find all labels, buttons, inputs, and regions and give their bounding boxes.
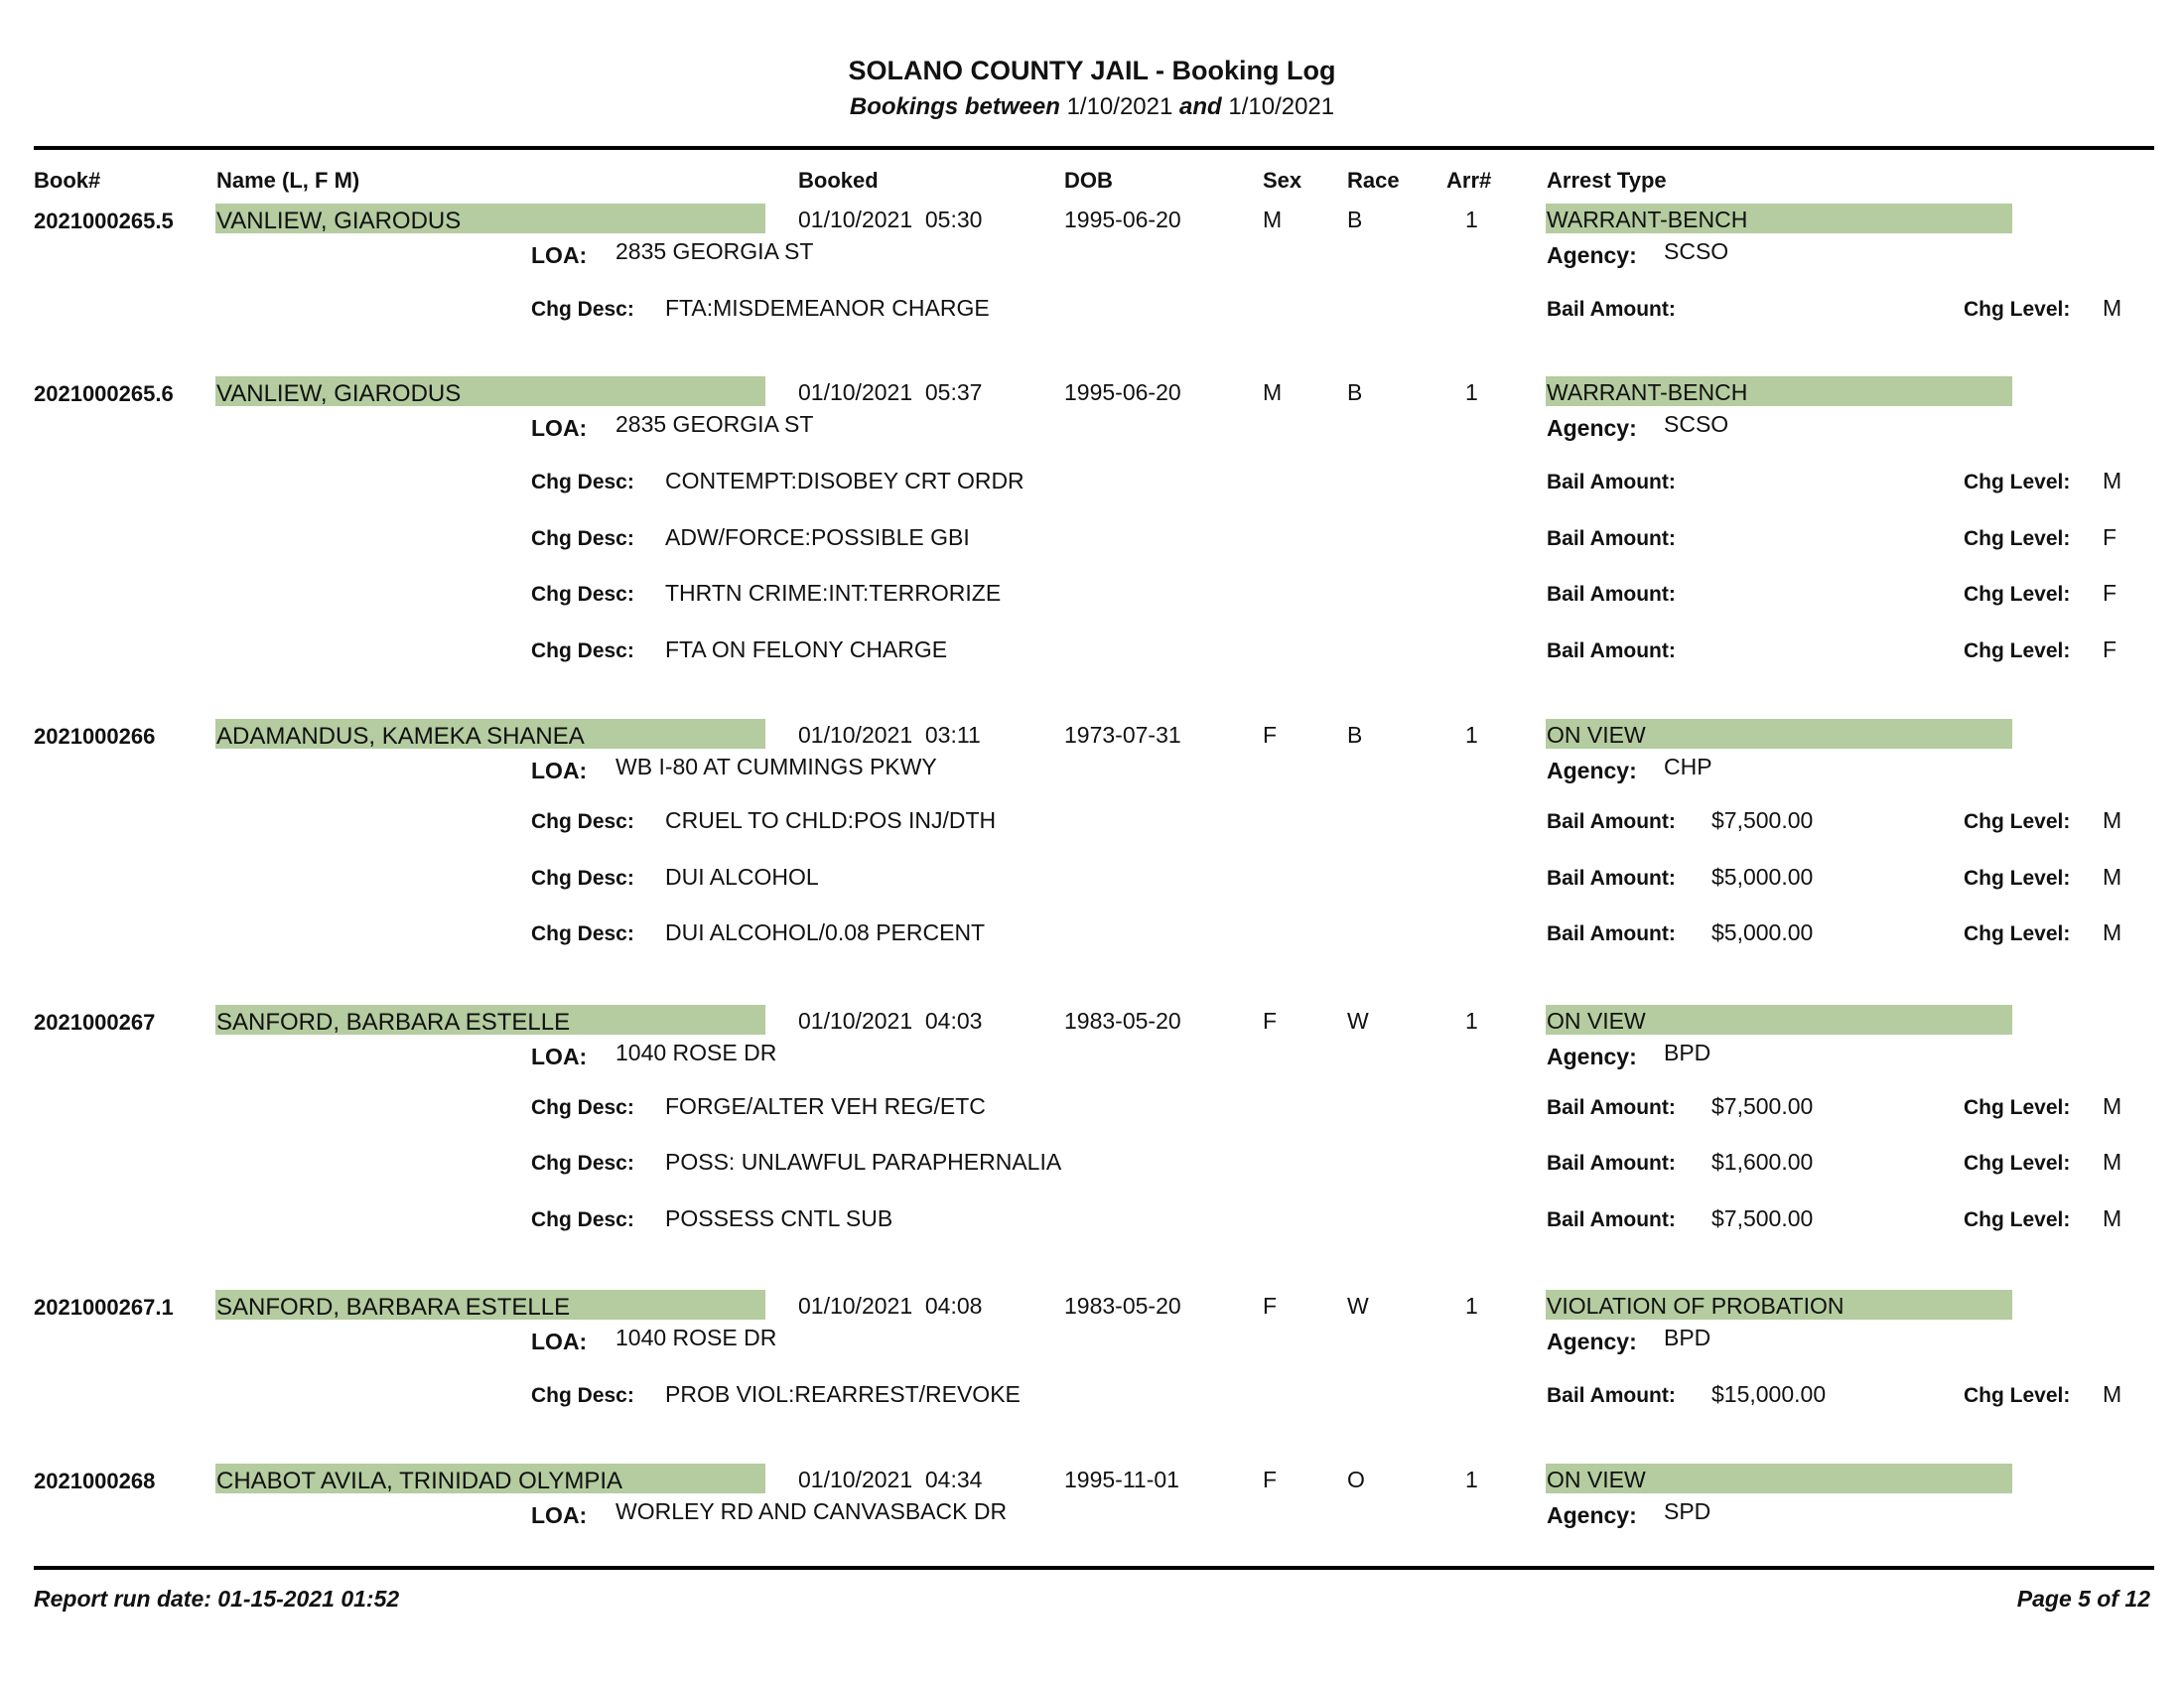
inmate-name: CHABOT AVILA, TRINIDAD OLYMPIA [216, 1468, 622, 1494]
col-header-arrest-type: Arrest Type [1547, 168, 1667, 193]
booked-datetime: 01/10/2021 03:11 [798, 722, 981, 748]
loa-label: LOA: [531, 1502, 588, 1528]
report-title: SOLANO COUNTY JAIL - Booking Log [848, 56, 1336, 85]
race: O [1347, 1467, 1365, 1492]
race: W [1347, 1008, 1369, 1034]
chg-desc-label: Chg Desc: [531, 1384, 634, 1407]
arrest-type: WARRANT-BENCH [1547, 207, 1748, 232]
date-to: 1/10/2021 [1228, 93, 1335, 120]
book-number: 2021000265.6 [34, 381, 174, 406]
agency-value: CHP [1664, 754, 1712, 779]
agency-value: SPD [1664, 1498, 1711, 1524]
charge-level: M [2103, 1093, 2122, 1119]
inmate-name: ADAMANDUS, KAMEKA SHANEA [216, 723, 585, 750]
chg-desc-label: Chg Desc: [531, 1096, 634, 1119]
bail-amount: $15,000.00 [1711, 1381, 1827, 1407]
booked-datetime: 01/10/2021 04:08 [798, 1293, 983, 1319]
inmate-name: VANLIEW, GIARODUS [216, 208, 462, 234]
chg-level-label: Chg Level: [1964, 922, 2071, 945]
arrest-type: ON VIEW [1547, 722, 1646, 748]
booked-datetime: 01/10/2021 05:37 [798, 379, 983, 405]
arrest-number: 1 [1465, 1467, 1478, 1492]
bail-amount-label: Bail Amount: [1547, 1384, 1676, 1407]
bail-amount-label: Bail Amount: [1547, 922, 1676, 945]
chg-level-label: Chg Level: [1964, 583, 2071, 606]
sex: F [1263, 1293, 1278, 1319]
charge-description: POSS: UNLAWFUL PARAPHERNALIA [665, 1149, 1062, 1175]
arrest-type: VIOLATION OF PROBATION [1547, 1293, 1844, 1319]
subtitle-and: and [1179, 93, 1222, 120]
loa-value: 2835 GEORGIA ST [615, 411, 814, 437]
report-run-date: Report run date: 01-15-2021 01:52 [34, 1586, 400, 1612]
charge-description: FORGE/ALTER VEH REG/ETC [665, 1093, 986, 1119]
dob: 1983-05-20 [1064, 1008, 1181, 1034]
charge-description: CRUEL TO CHLD:POS INJ/DTH [665, 807, 997, 833]
bail-amount: $5,000.00 [1711, 919, 1814, 945]
agency-label: Agency: [1547, 758, 1637, 783]
charge-level: M [2103, 468, 2122, 493]
dob: 1995-06-20 [1064, 379, 1181, 405]
charge-level: M [2103, 295, 2122, 321]
charge-level: M [2103, 1205, 2122, 1231]
agency-value: SCSO [1664, 238, 1729, 264]
agency-value: SCSO [1664, 411, 1729, 437]
chg-desc-label: Chg Desc: [531, 867, 634, 890]
loa-value: WORLEY RD AND CANVASBACK DR [615, 1498, 1008, 1524]
report-subtitle [0, 93, 2184, 121]
page-number: Page 5 of 12 [2016, 1586, 2150, 1612]
agency-label: Agency: [1547, 1329, 1637, 1354]
arrest-type: ON VIEW [1547, 1467, 1646, 1492]
charge-description: POSSESS CNTL SUB [665, 1205, 893, 1231]
chg-desc-label: Chg Desc: [531, 1208, 634, 1231]
col-header-booked: Booked [798, 168, 879, 193]
bail-amount-label: Bail Amount: [1547, 471, 1676, 493]
sex: M [1263, 379, 1283, 405]
race: B [1347, 207, 1363, 232]
race: B [1347, 379, 1363, 405]
booked-datetime: 01/10/2021 04:03 [798, 1008, 983, 1034]
date-from: 1/10/2021 [1066, 93, 1173, 120]
col-header-sex: Sex [1263, 168, 1302, 193]
col-header-book: Book# [34, 168, 101, 193]
chg-level-label: Chg Level: [1964, 527, 2071, 550]
bail-amount-label: Bail Amount: [1547, 810, 1676, 833]
sex: F [1263, 722, 1278, 748]
loa-value: 2835 GEORGIA ST [615, 238, 814, 264]
charge-level: M [2103, 864, 2122, 890]
charge-level: F [2103, 524, 2117, 550]
bail-amount-label: Bail Amount: [1547, 867, 1676, 890]
loa-value: 1040 ROSE DR [615, 1325, 777, 1350]
sex: M [1263, 207, 1283, 232]
loa-label: LOA: [531, 1044, 588, 1069]
booked-datetime: 01/10/2021 04:34 [798, 1467, 983, 1492]
charge-description: CONTEMPT:DISOBEY CRT ORDR [665, 468, 1024, 493]
book-number: 2021000267.1 [34, 1295, 174, 1320]
dob: 1983-05-20 [1064, 1293, 1181, 1319]
loa-label: LOA: [531, 1329, 588, 1354]
charge-level: F [2103, 636, 2117, 662]
chg-desc-label: Chg Desc: [531, 471, 634, 493]
dob: 1995-11-01 [1064, 1467, 1179, 1492]
charge-level: M [2103, 1149, 2122, 1175]
arrest-number: 1 [1465, 207, 1478, 232]
charge-level: M [2103, 919, 2122, 945]
bail-amount: $7,500.00 [1711, 1093, 1814, 1119]
agency-label: Agency: [1547, 242, 1637, 268]
charge-description: THRTN CRIME:INT:TERRORIZE [665, 580, 1002, 606]
charge-description: DUI ALCOHOL [665, 864, 819, 890]
agency-value: BPD [1664, 1325, 1711, 1350]
chg-level-label: Chg Level: [1964, 1208, 2071, 1231]
chg-level-label: Chg Level: [1964, 639, 2071, 662]
chg-level-label: Chg Level: [1964, 1096, 2071, 1119]
chg-desc-label: Chg Desc: [531, 1152, 634, 1175]
charge-description: PROB VIOL:REARREST/REVOKE [665, 1381, 1021, 1407]
chg-level-label: Chg Level: [1964, 471, 2071, 493]
loa-value: 1040 ROSE DR [615, 1040, 777, 1065]
chg-desc-label: Chg Desc: [531, 527, 634, 550]
book-number: 2021000268 [34, 1469, 156, 1493]
chg-desc-label: Chg Desc: [531, 922, 634, 945]
charge-description: FTA ON FELONY CHARGE [665, 636, 948, 662]
agency-label: Agency: [1547, 415, 1637, 441]
charge-description: ADW/FORCE:POSSIBLE GBI [665, 524, 970, 550]
arrest-number: 1 [1465, 379, 1478, 405]
bail-amount: $5,000.00 [1711, 864, 1814, 890]
header-rule [34, 146, 2154, 150]
book-number: 2021000265.5 [34, 209, 174, 233]
charge-description: FTA:MISDEMEANOR CHARGE [665, 295, 990, 321]
chg-desc-label: Chg Desc: [531, 298, 634, 321]
col-header-name: Name (L, F M) [216, 168, 360, 193]
sex: F [1263, 1008, 1278, 1034]
bail-amount-label: Bail Amount: [1547, 1096, 1676, 1119]
col-header-dob: DOB [1064, 168, 1113, 193]
chg-level-label: Chg Level: [1964, 867, 2071, 890]
chg-desc-label: Chg Desc: [531, 639, 634, 662]
bail-amount-label: Bail Amount: [1547, 639, 1676, 662]
chg-level-label: Chg Level: [1964, 298, 2071, 321]
arrest-number: 1 [1465, 722, 1478, 748]
bail-amount-label: Bail Amount: [1547, 1152, 1676, 1175]
charge-level: M [2103, 1381, 2122, 1407]
chg-level-label: Chg Level: [1964, 810, 2071, 833]
book-number: 2021000266 [34, 724, 156, 749]
booked-datetime: 01/10/2021 05:30 [798, 207, 983, 232]
chg-desc-label: Chg Desc: [531, 583, 634, 606]
loa-value: WB I-80 AT CUMMINGS PKWY [615, 754, 937, 779]
dob: 1973-07-31 [1064, 722, 1181, 748]
book-number: 2021000267 [34, 1010, 156, 1035]
charge-level: M [2103, 807, 2122, 833]
loa-label: LOA: [531, 415, 588, 441]
footer-rule [34, 1566, 2154, 1570]
race: W [1347, 1293, 1369, 1319]
bail-amount: $7,500.00 [1711, 807, 1814, 833]
chg-level-label: Chg Level: [1964, 1384, 2071, 1407]
agency-label: Agency: [1547, 1502, 1637, 1528]
bail-amount: $1,600.00 [1711, 1149, 1814, 1175]
arrest-type: ON VIEW [1547, 1008, 1646, 1034]
agency-value: BPD [1664, 1040, 1711, 1065]
bail-amount-label: Bail Amount: [1547, 1208, 1676, 1231]
arrest-number: 1 [1465, 1293, 1478, 1319]
bail-amount-label: Bail Amount: [1547, 583, 1676, 606]
loa-label: LOA: [531, 758, 588, 783]
inmate-name: SANFORD, BARBARA ESTELLE [216, 1009, 571, 1036]
bail-amount: $7,500.00 [1711, 1205, 1814, 1231]
arrest-type: WARRANT-BENCH [1547, 379, 1748, 405]
charge-level: F [2103, 580, 2117, 606]
bail-amount-label: Bail Amount: [1547, 298, 1676, 321]
inmate-name: SANFORD, BARBARA ESTELLE [216, 1294, 571, 1321]
col-header-race: Race [1347, 168, 1400, 193]
chg-desc-label: Chg Desc: [531, 810, 634, 833]
bail-amount-label: Bail Amount: [1547, 527, 1676, 550]
agency-label: Agency: [1547, 1044, 1637, 1069]
chg-level-label: Chg Level: [1964, 1152, 2071, 1175]
dob: 1995-06-20 [1064, 207, 1181, 232]
race: B [1347, 722, 1363, 748]
charge-description: DUI ALCOHOL/0.08 PERCENT [665, 919, 986, 945]
loa-label: LOA: [531, 242, 588, 268]
inmate-name: VANLIEW, GIARODUS [216, 380, 462, 407]
arrest-number: 1 [1465, 1008, 1478, 1034]
col-header-arr: Arr# [1446, 168, 1492, 193]
sex: F [1263, 1467, 1278, 1492]
subtitle-prefix: Bookings between [849, 93, 1060, 120]
